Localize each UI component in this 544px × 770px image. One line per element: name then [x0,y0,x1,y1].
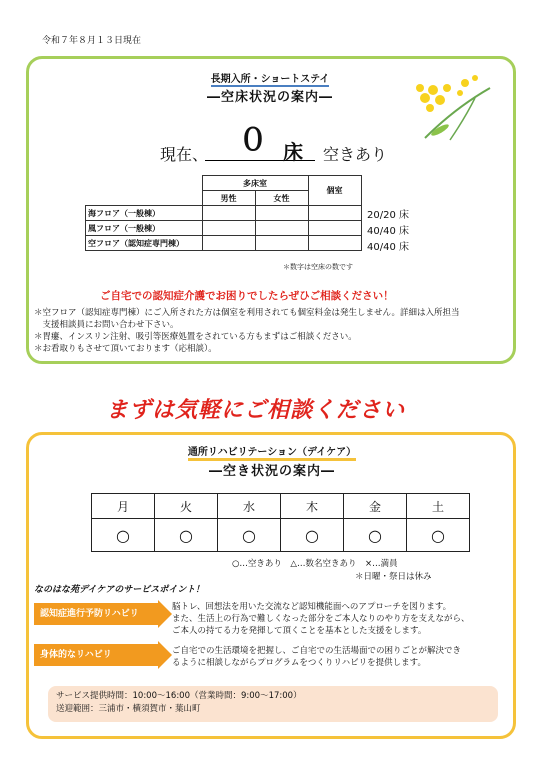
header-male: 男性 [202,191,255,206]
bed-table-wrap [85,175,362,251]
day-mon: 月 [92,494,155,519]
bed-unit: 床 [283,140,303,164]
note-line: ＊空フロア（認知症専門棟）にご入所された方は個室を利用されても個室料金は発生しません。詳細は入所担当 [34,308,460,318]
arrow-right-icon [158,600,172,628]
availability-legend: ○…空きあり △…数名空きあり ×…満員 [232,559,398,569]
table-row [86,206,362,221]
week-table [91,493,470,552]
service-desc-dementia: 脳トレ、回想法を用いた交流など認知機能面へのアプローチを図ります。 また、生活上の行為で難しくなった部分をご本人なりのやり方を支えながら、 ご本人の持てる力を発揮して頂くことを基本とした支援をします。 [172,602,470,636]
note-line: ＊胃瘻、インスリン注射、吸引等医療処置をされている方もまずはご相談ください。 [34,332,357,342]
service-hours: サービス提供時間：10:00～16:00（営業時間：9:00～17:00） [56,691,302,701]
day-tue: 火 [155,494,218,519]
bed-table [85,175,362,251]
row-label: 風フロア（一般棟） [86,221,203,236]
row-count: 40/40 床 [367,226,409,237]
row-counts [367,208,409,256]
row-label: 海フロア（一般棟） [86,206,203,221]
table-row [86,221,362,236]
vacancy-count: ０ [238,123,268,158]
note-line: 支援相談員にお問い合わせ下さい。 [34,320,179,330]
header-private: 個室 [308,176,361,206]
availability-tue: ○ [155,519,218,552]
points-heading: なのはな苑デイケアのサービスポイント！ [34,585,205,595]
row-label: 空フロア（認知症専門棟） [86,236,203,251]
date-label: 令和７年８月１３日現在 [42,36,142,46]
rapeseed-flower-illustration [405,68,505,143]
longstay-title: 長期入所・ショートステイ [210,74,330,85]
daycare-subtitle: ―空き状況の案内― [208,464,335,479]
header-multibed: 多床室 [202,176,308,191]
table-row [86,236,362,251]
service-label-physical: 身体的なリハビリ [34,641,164,669]
day-wed: 水 [218,494,281,519]
arrow-right-icon [158,641,172,669]
availability-fri: ○ [344,519,407,552]
availability-wed: ○ [218,519,281,552]
availability-mon: ○ [92,519,155,552]
vacancy-suffix: 空きあり [323,145,388,164]
week-table-wrap [91,493,470,552]
day-sat: 土 [407,494,470,519]
row-count: 20/20 床 [367,210,409,221]
consult-cta: ご自宅での認知症介護でお困りでしたらぜひご相談ください！ [100,290,394,302]
daycare-title: 通所リハビリテーション（デイケア） [172,443,372,458]
service-area: 送迎範囲：三浦市・横須賀市・葉山町 [56,704,201,714]
vacancy-now-prefix: 現在、 [160,145,209,164]
note-line: ＊お看取りもさせて頂いております（応相談）。 [34,344,217,354]
day-thu: 木 [281,494,344,519]
longstay-subtitle: ―空床状況の案内― [206,90,333,105]
header-female: 女性 [255,191,308,206]
closed-days-note: ＊日曜・祭日は休み [355,572,432,582]
slogan: まずは気軽にご相談ください [106,398,406,423]
service-desc-physical: ご自宅での生活環境を把握し、ご自宅での生活場面での困りごとが解決でき るように相談しながらプログラムをつくりリハビリを提供します。 [172,646,462,668]
availability-thu: ○ [281,519,344,552]
availability-sat: ○ [407,519,470,552]
table-footnote: ＊数字は空床の数です [283,263,353,271]
service-label-dementia: 認知症進行予防リハビリ [34,600,164,628]
service-info-box [48,686,498,722]
longstay-notes [34,307,514,355]
day-fri: 金 [344,494,407,519]
row-count: 40/40 床 [367,242,409,253]
